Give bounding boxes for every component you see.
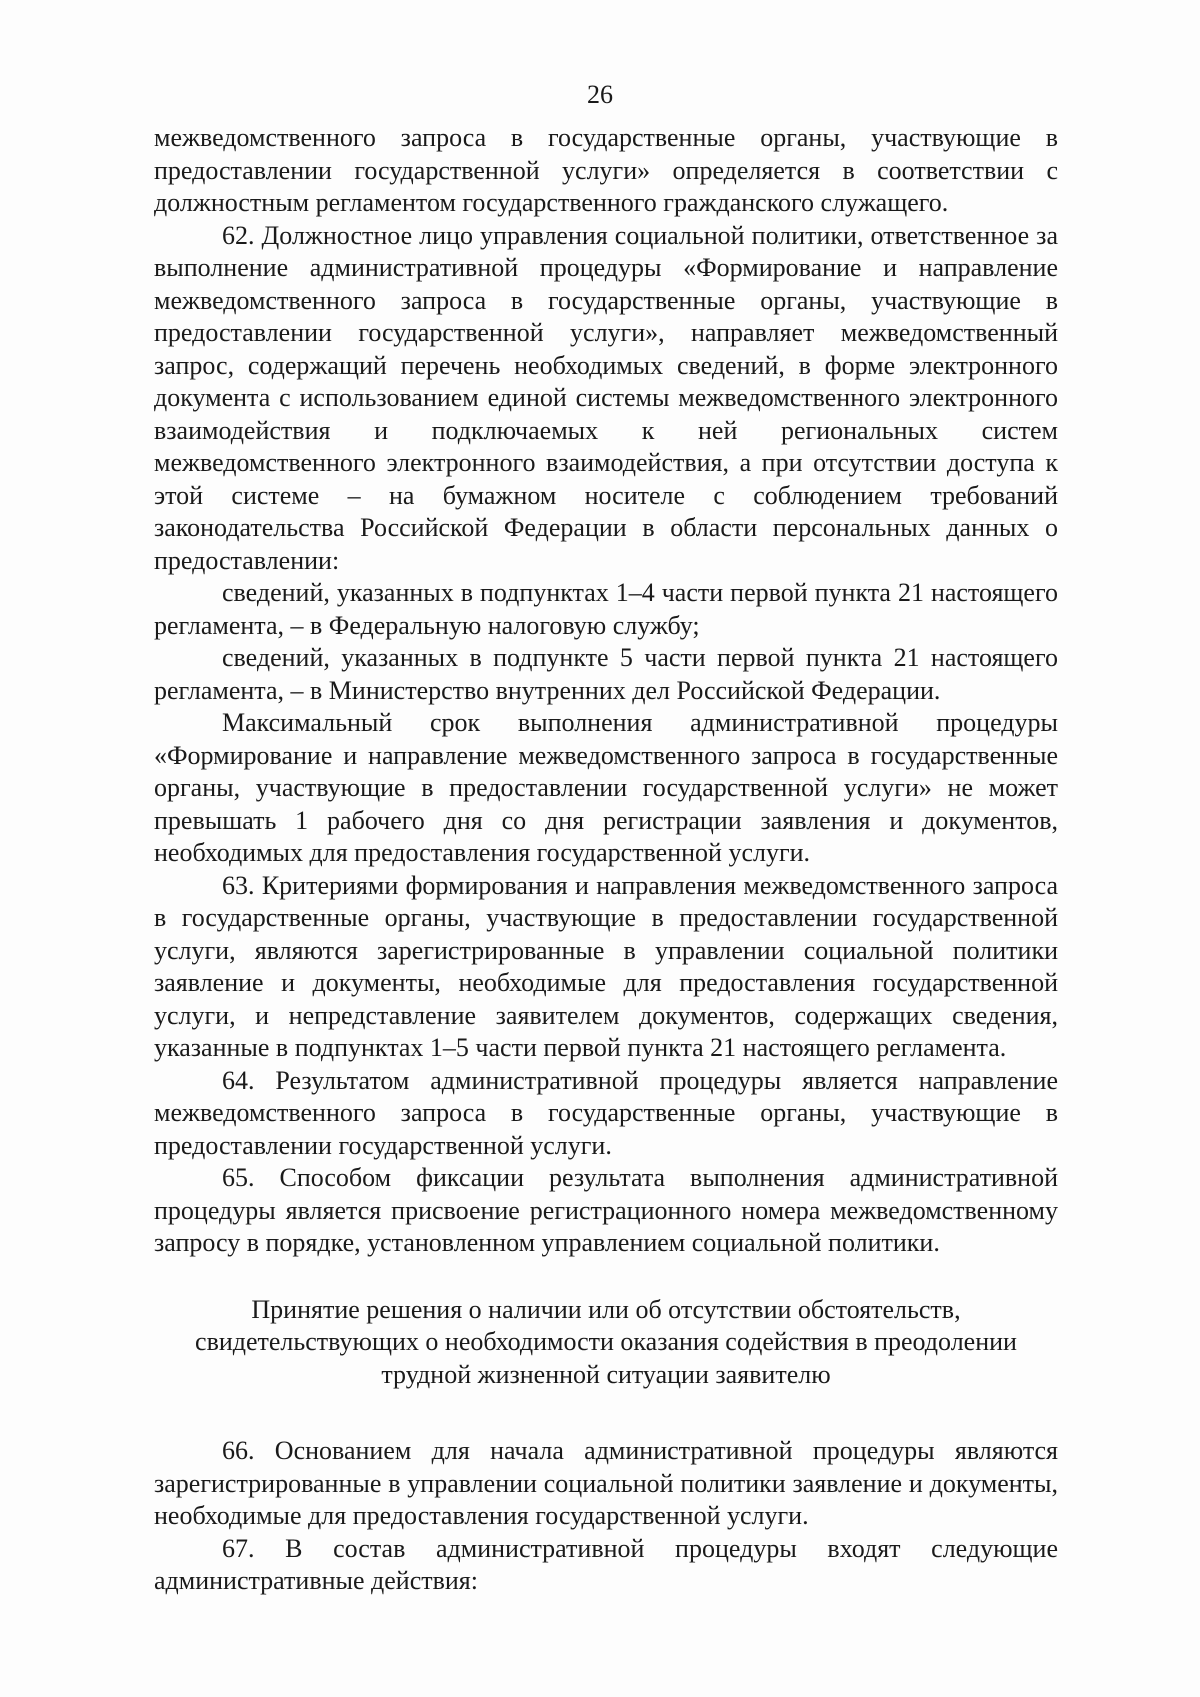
paragraph-65: 65. Способом фиксации результата выполнения административной процедуры является присвоение регистрационного номера межведомственному запросу в порядке, установленном управлением социальной политики.: [154, 1163, 1058, 1257]
page-number: 26: [587, 80, 613, 109]
section-heading-line-3: трудной жизненной ситуации заявителю: [381, 1359, 831, 1389]
paragraph-64: 64. Результатом административной процедуры является направление межведомственного запроса в государственные органы, участвующие в предоставлении государственной услуги.: [154, 1065, 1058, 1160]
paragraph-62: 62. Должностное лицо управления социальной политики, ответственное за выполнение административной процедуры «Формирование и направление межведомственного запроса в государственные органы, участвующие в предоставлении государственной услуги», направляет межведомственный запрос, содержащий перечень необходимых сведений, в форме электронного документа с использованием единой системы межведомственного электронного взаимодействия и подключаемых к ней региональных систем межведомственного электронного взаимодействия, а при отсутствии доступа к этой системе – на бумажном носителе с соблюдением требований законодательства Российской Федерации в области персональных данных о предоставлении:: [154, 220, 1058, 575]
paragraph-62-item-1: сведений, указанных в подпунктах 1–4 части первой пункта 21 настоящего регламента, – в Федеральную налоговую службу;: [154, 578, 1058, 640]
paragraph-62-item-2: сведений, указанных в подпункте 5 части первой пункта 21 настоящего регламента, – в Министерство внутренних дел Российской Федерации.: [154, 643, 1058, 705]
paragraph-67: 67. В состав административной процедуры входят следующие административные действия:: [154, 1533, 1058, 1595]
paragraph-63: 63. Критериями формирования и направления межведомственного запроса в государственные органы, участвующие в предоставлении государственной услуги, являются зарегистрированные в управлении социальной политики заявление и документы, необходимые для предоставления государственной услуги, и непредставление заявителем документов, содержащих сведения, указанные в подпунктах 1–5 части первой пункта 21 настоящего регламента.: [154, 870, 1058, 1062]
paragraph-66: 66. Основанием для начала административной процедуры являются зарегистрированные в управлении социальной политики заявление и документы, необходимые для предоставления государственной услуги.: [154, 1436, 1058, 1530]
paragraph-max-term: Максимальный срок выполнения административной процедуры «Формирование и направление межведомственного запроса в государственные органы, участвующие в предоставлении государственной услуги» не может превышать 1 рабочего дня со дня регистрации заявления и документов, необходимых для предоставления государственной услуги.: [154, 708, 1058, 867]
section-heading: [154, 1294, 1058, 1392]
paragraph-continuation: межведомственного запроса в государственные органы, участвующие в предоставлении государственной услуги» определяется в соответствии с должностным регламентом государственного гражданского служащего.: [154, 123, 1058, 217]
document-body: [154, 122, 1058, 1598]
section-heading-line-2: свидетельствующих о необходимости оказания содействия в преодолении: [195, 1327, 1017, 1356]
section-heading-line-1: Принятие решения о наличии или об отсутствии обстоятельств,: [251, 1294, 961, 1324]
